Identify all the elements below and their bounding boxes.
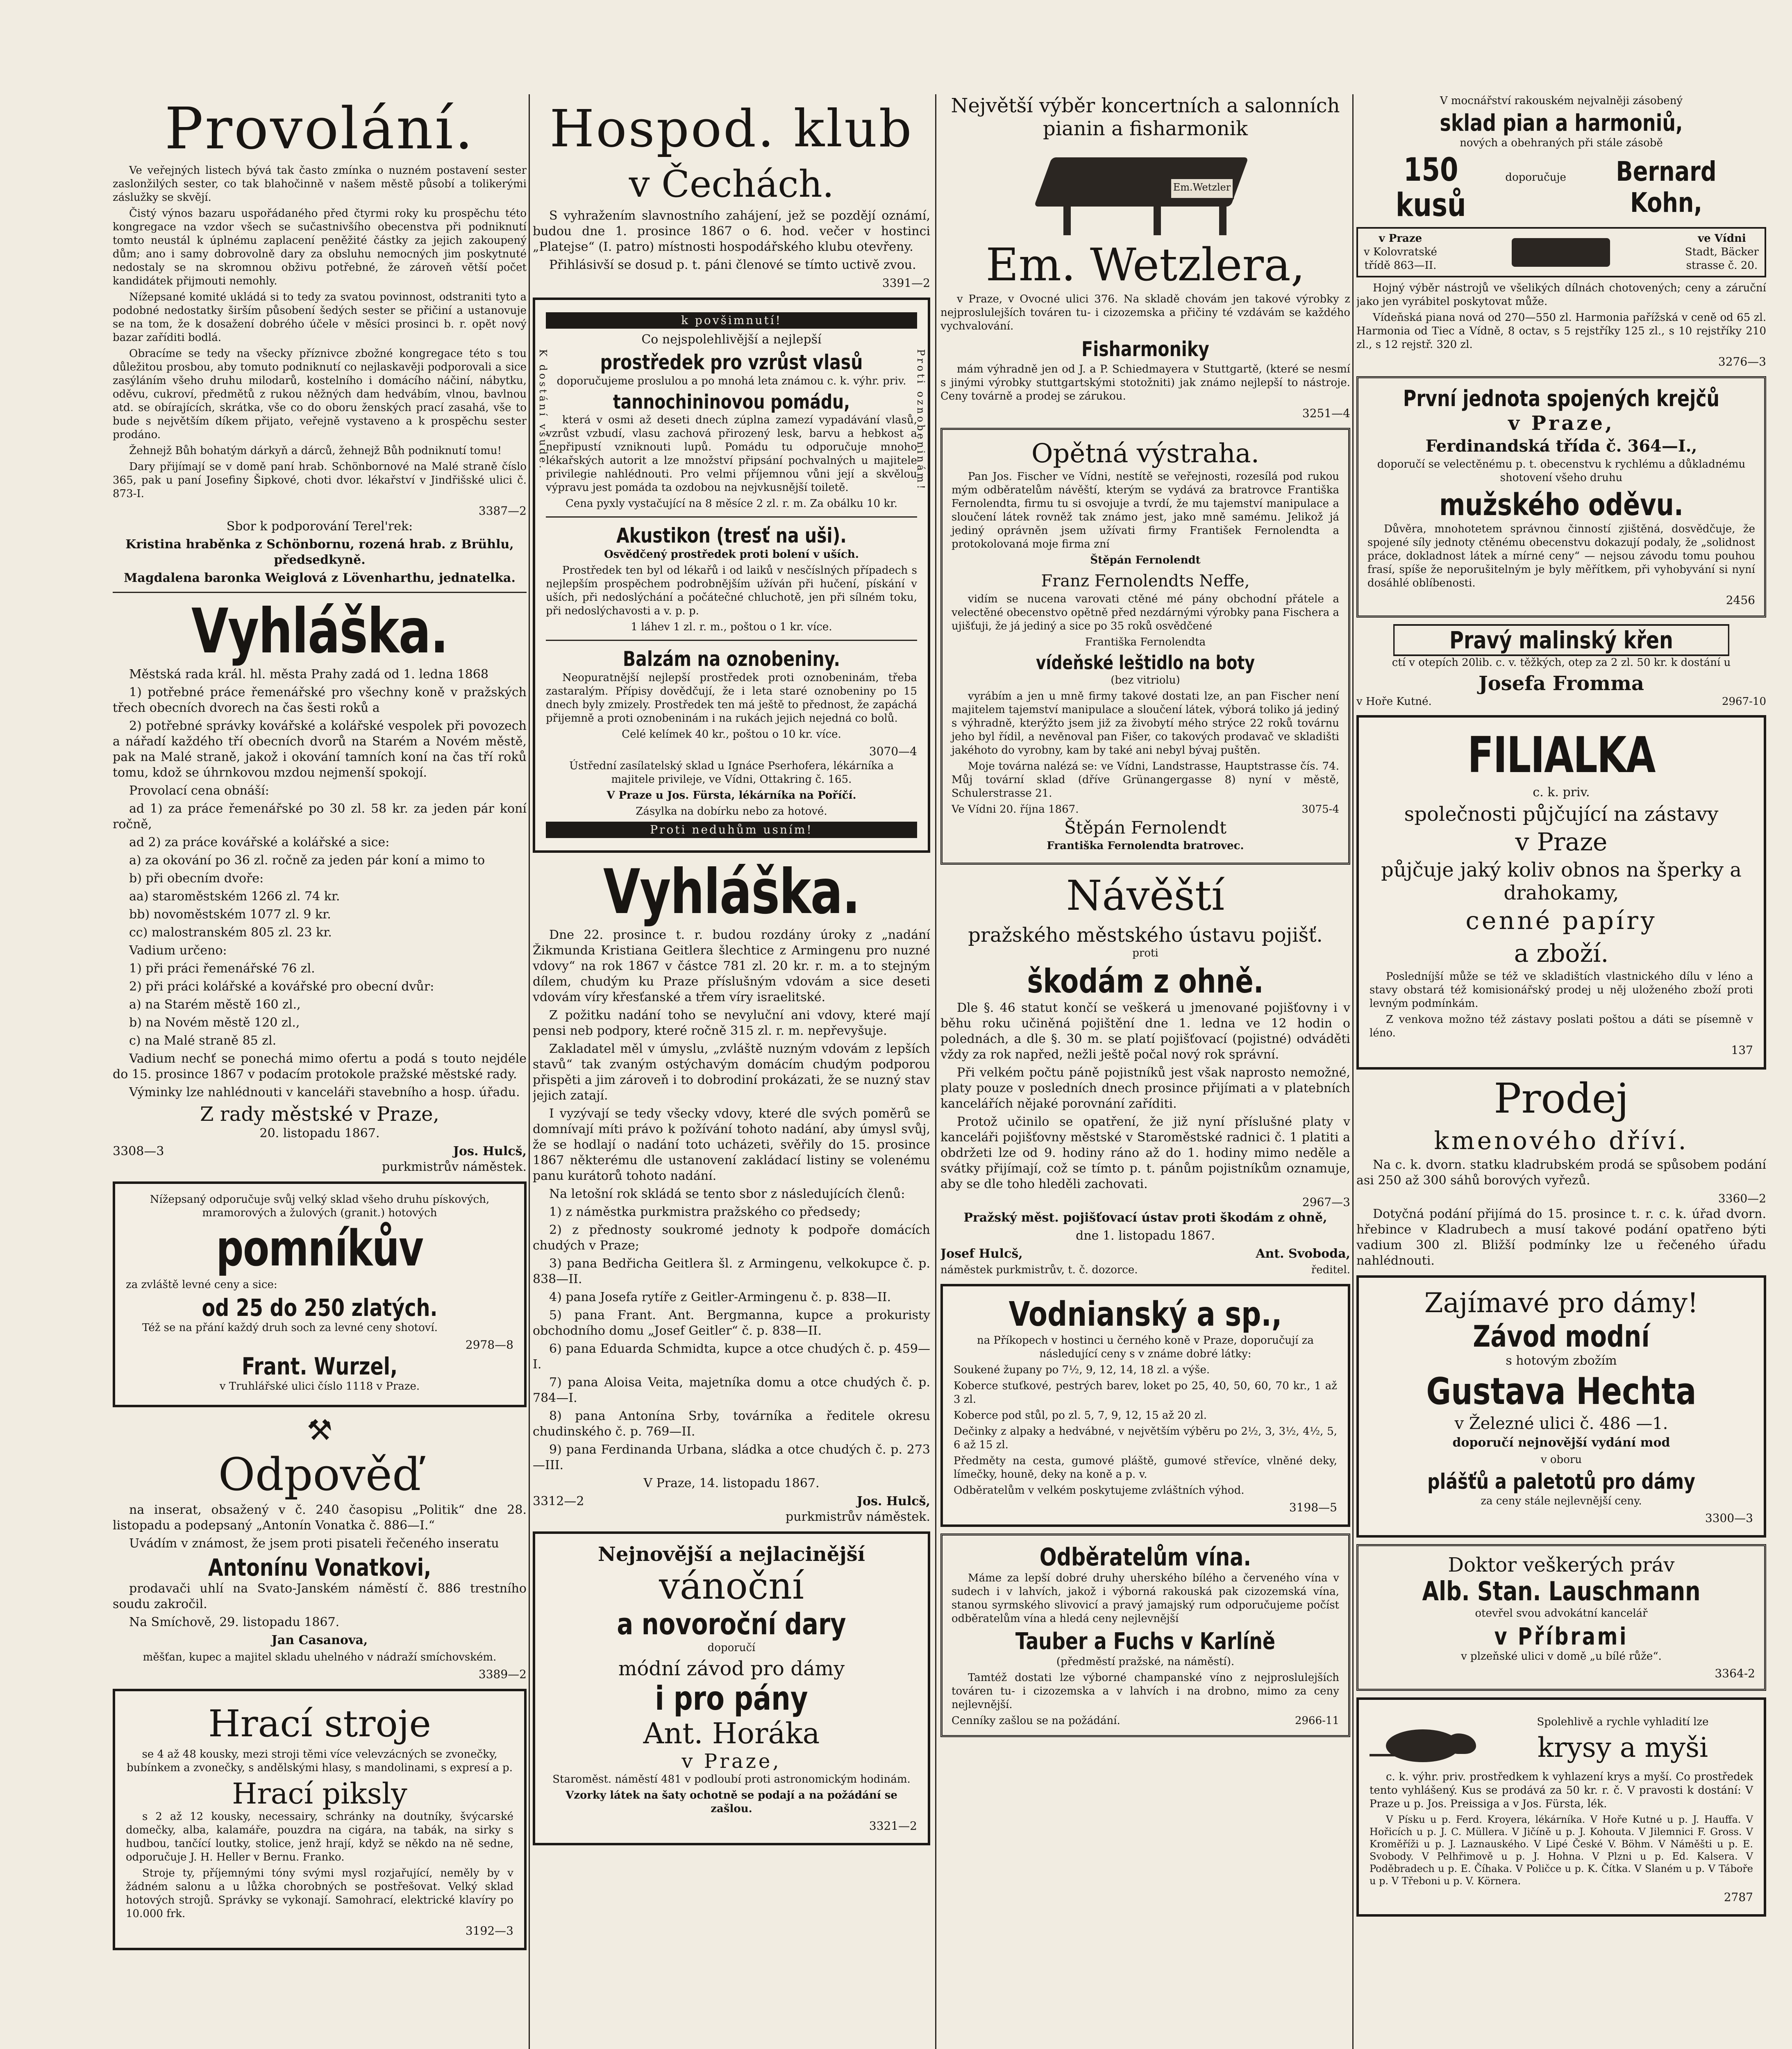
lausch-paragraph: otevřel svou advokátní kancelář	[1475, 1607, 1648, 1620]
opetna-heading: Opětná výstraha.	[1031, 438, 1260, 469]
jednota-paragraph: Důvěra, mnohotetem správnou činností zjištěná, dosvědčuje, že spojené síly jednoty ctěnému obecenstvu dokazují podaly, že „solidnost práce, dokladnost látek a mírné ceny“ — nejsou závodu tomu pouhou frasí, spíše že neporušitelným je byly měřítkem, při vyhobyvání si nyní dosáhlé oblíbenosti.	[1367, 523, 1755, 589]
krysy-ad	[1356, 1697, 1766, 1917]
ad-number: 3300—3	[1705, 1511, 1753, 1525]
jednota-city: v Praze,	[1508, 412, 1615, 435]
kohn-recommend: doporučuje	[1505, 171, 1566, 184]
kohn-address-line: v Kolovratské	[1364, 246, 1437, 258]
lauschmann-ad	[1356, 1544, 1766, 1691]
akustikon-price: 1 láhev 1 zl. r. m., poštou o 1 kr. více.	[631, 621, 832, 633]
ad-number: 2787	[1724, 1890, 1753, 1904]
dary-address: Staroměst. náměstí 481 v podloubí proti astronomickým hodinám.	[552, 1773, 911, 1785]
odber-footer-row	[952, 1714, 1339, 1728]
pomnik-intro: Nížepsaný odporučuje svůj velký sklad všeho druhu pískových, mramorových a žulových (granit.) hotových	[150, 1193, 490, 1219]
divider	[546, 640, 917, 641]
kohn-count: 150 kusů	[1395, 152, 1466, 224]
vyhlaska-item: ad 2) za práce kovářské a kolářské a sice:	[129, 835, 390, 850]
ad-number: 2456	[1726, 593, 1755, 607]
kohn-sub: nových a obehraných při stále zásobě	[1460, 137, 1663, 149]
vodniansky-heading: Vodnianský a sp.,	[1008, 1295, 1282, 1334]
jednota-big: mužského oděvu.	[1439, 487, 1683, 522]
vlasy-product: tannochininovou pomádu,	[613, 391, 850, 413]
wetzler-sub: Fisharmoniky	[1081, 337, 1209, 361]
vyhlaska-sign: Z rady městské v Praze,	[200, 1103, 439, 1126]
kohn-address-line: Stadt, Bäcker	[1685, 246, 1759, 258]
vlasy-recommend: doporučujeme proslulou a po mnohá leta známou c. k. výhr. priv.	[556, 375, 906, 387]
balzam-dobirka: Zásylka na dobírku nebo za hotové.	[636, 805, 827, 818]
ad-number: 3070—4	[869, 745, 917, 758]
dary-heading: a novoroční dary	[617, 1607, 846, 1641]
column-3	[940, 94, 1350, 2049]
vyhlaska-item: a) na Starém městě 160 zl.,	[129, 997, 301, 1012]
provolani-paragraph: Ve veřejných listech bývá tak často zmínka o nuzném postavení sester zaslonžilých sester, co tak blahočinně v našem městě působí a tolikerými záslužky se skvějí.	[113, 164, 527, 204]
hecht-name: Gustava Hechta	[1426, 1370, 1697, 1413]
kohn-address-line: ve Vídni	[1698, 232, 1746, 245]
crossed-hammers-icon: ⚒	[307, 1413, 333, 1447]
vyhlaska2-paragraph: I vyzývají se tedy všecky vdovy, které dle svých poměrů se domnívají míti právo k požívání tohoto nadání, aby úmysl svůj, že se hodlají o nadání toto ucházeti, svěřily do 15. prosince 1867 některému dle ustanovení zakládací listiny se volenému panu kurátorů tohoto nadání.	[533, 1106, 930, 1183]
odpoved-paragraph: Na Smíchově, 29. listopadu 1867.	[129, 1615, 340, 1629]
filialka-heading: FILIALKA	[1467, 727, 1655, 784]
divider	[113, 592, 527, 593]
opetna-product-sub: (bez vitriolu)	[1111, 674, 1180, 686]
ad-number: 2967—3	[1302, 1195, 1350, 1209]
filialka-line: cenné papíry	[1465, 906, 1657, 935]
odpoved-paragraph: na inserat, obsažený v č. 240 časopisu „Politik“ dne 28. listopadu a podepsaný „Antonín Vonatka č. 886—I.“	[113, 1503, 527, 1533]
vyhlaska-item: 2) potřebné správky kovářské a kolářské vespolek při povozech a nářadí každého tří obecních dvorů na Starém a Novém městě, pak na Malé straně, jakož i okování tamních koní na čas tří roků tomu, kdož se úhrnkovou mzdou nejmenší spokojí.	[113, 719, 527, 780]
club-heading: Hospod. klub	[550, 99, 913, 159]
odpoved-name: Antonínu Vonatkovi,	[208, 1554, 432, 1581]
dary-recommend: doporučí	[707, 1642, 756, 1654]
dary-shop: i pro pány	[655, 1679, 808, 1717]
hraci-subheading: Hrací piksly	[232, 1777, 407, 1810]
vyhlaska-item: cc) malostranském 805 zl. 23 kr.	[129, 925, 332, 940]
jednota-heading: První jednota spojených krejčů	[1403, 386, 1720, 411]
vodniansky-item: Koberce pod stůl, po zl. 5, 7, 9, 12, 15 až 20 zl.	[954, 1409, 1207, 1422]
pomnik-ad	[113, 1181, 527, 1407]
tauber-ad	[940, 1533, 1350, 1737]
hraci-paragraph: se 4 až 48 kousky, mezi stroji těmi více velevzácných se zvonečky, bubínkem a zvonečky, s andělskými hlasy, s mandolinami, s expresí a p.	[127, 1748, 513, 1774]
odpoved-paragraph: Uvádím v známost, že jsem proti pisateli řečeného inseratu	[129, 1536, 499, 1551]
dary-footer: Vzorky látek na šaty ochotně se podají a na požádání se zašlou.	[566, 1789, 897, 1815]
krysy-paragraph: c. k. výhr. priv. prostředkem k vyhlazení krys a myší. Co prostředek tento vyhlášený. Kus se prodává za 50 kr. r. č. V pravosti k dostání: V Praze u p. Jos. Preissiga a v Jos. Fürsta, lék.	[1370, 1771, 1753, 1810]
jednota-paragraph: doporučí se velectěnému p. t. obecenstvu k rychlému a důkladnému shotovení všeho druhu	[1377, 458, 1746, 484]
pserhofer-ad	[533, 298, 930, 853]
club-paragraph: Přihlásivší se dosud p. t. páni členové se tímto uctivě zvou.	[549, 258, 916, 272]
vyhlaska2-item: 3) pana Bedřicha Geitlera šl. z Armingenu, velkokupce č. p. 838—II.	[533, 1256, 930, 1286]
akustikon-paragraph: Prostředek ten byl od lékařů i od laiků v nesčíslných případech s nejlepším prospěchem podrobnějším užíván při hučení, pískání v uších, při nedoslýchání a počátečné chluchotě, jen při sílném toku, při nedoslýchavosti a v. p. p.	[546, 564, 917, 617]
pserhofer-bottom-bar: Proti neduhům usním!	[546, 822, 917, 838]
lausch-city: v Příbrami	[1494, 1622, 1628, 1650]
filialka-ad	[1356, 715, 1766, 1070]
vyhlaska-item: bb) novoměstském 1077 zl. 9 kr.	[129, 907, 331, 922]
pserhofer-top-bar: k povšimnutí!	[546, 312, 917, 329]
vyhlaska-heading: Vyhláška.	[191, 596, 448, 667]
hecht-heading: Závod modní	[1473, 1319, 1650, 1354]
ad-number: 2967-10	[1722, 695, 1766, 708]
piano-leg	[1219, 207, 1226, 235]
vlasy-price: Cena pyxly vystačující na 8 měsíce 2 zl. r. m. Za obálku 10 kr.	[565, 497, 898, 510]
lausch-name: Alb. Stan. Lauschmann	[1422, 1577, 1701, 1607]
balzam-praha: V Praze u Jos. Fürsta, lékárníka na Poříčí.	[606, 789, 856, 802]
filialka-city: v Praze	[1515, 828, 1608, 856]
kren-row	[1356, 695, 1766, 709]
navesti-signer: Josef Hulcš,	[940, 1247, 1023, 1261]
kohn-lead: V mocnářství rakouském nejvalněji zásobený	[1440, 95, 1683, 107]
provolani-paragraph: Čistý výnos bazaru uspořádaného před čtyrmi roky ku prospěchu této kongregace na vzdor všech se sučastnivšího obecenstva při podniknutí tomto neustál k úplnému zaplacení peněžité částky za jejich zakoupený dům; ano i samy dobrovolně dary za obsluhu nemocných jim poskytnuté nedostaly se na skromnou obživu potřebné, že zároveň větší počet kandidátek přijmouti nemohly.	[113, 207, 527, 287]
hecht-obor: v oboru	[1540, 1454, 1582, 1466]
pomnik-note: Též se na přání každý druh soch za levné ceny shotoví.	[142, 1322, 438, 1334]
kohn-addresses	[1356, 227, 1766, 277]
vyhlaska2-paragraph: Dne 22. prosince t. r. budou rozdány úroky z „nadání Žikmunda Kristiana Geitlera šlechtice z Armingenu pro nuzné vdovy“ na rok 1867 v částce 781 zl. 20 kr. r. m. a to stejným dílem, chudým ku Praze příslušným vdovám a sice deseti vdovám víry křesťanské a třem víry israelitské.	[533, 928, 930, 1004]
vodniansky-item: Soukené župany po 7½, 9, 12, 14, 18 zl. a výše.	[954, 1364, 1210, 1376]
vlasy-paragraph: která v osmi až deseti dnech zúplna zamezí vypadávání vlasů, vzrůst vzbudí, vlasu zachová přirozený lesk, barvu a hebkost a nepřipustí vzniknouti lupů. Pomádu tu odporučuje mnoho lékařských autorit a lze množství připsání pochvalných u majitele privilegie nahlédnouti. Pro velmi příjemnou vůni její a skvělou výpravu jest pomáda ta ozdobou na nejvkusnější toiletě.	[546, 414, 917, 494]
navesti-paragraph: Protož učinilo se opatření, že již nyní příslušné platy v kanceláři pojišťovny městské v Staroměstské radnici č. 1 platiti a obdržeti lze od 9. hodiny ráno až do 1. hodiny mimo neděle a svátky přijímají, což se tímto p. t. pánům pojistníkům oznamuje, aby se dle toho hleděli zachovati.	[940, 1115, 1350, 1191]
vyhlaska2-item: 9) pana Ferdinanda Urbana, sládka a otce chudých č. p. 273—III.	[533, 1442, 930, 1472]
column-rule	[1352, 94, 1354, 2049]
odpoved-signature: Jan Casanova,	[271, 1633, 368, 1647]
kren-name: Josefa Fromma	[1479, 672, 1644, 695]
krysy-paragraph: V Písku u p. Ferd. Kroyera, lékárníka. V Hoře Kutné u p. J. Hauffa. V Hořicích u p. J. C. Müllera. V Jičíně u p. J. Kohouta. V Jilemnici F. Gross. V Kroměříži u p. J. Laznauského. V Lipé České V. Böhm. V Náměšti u p. E. Svobody. V Pelhřimově u p. J. Hohna. V Plzni u p. Ed. Kalsera. V Poděbradech u p. E. Číhaka. V Poličce u p. K. Čítka. V Slaném u p. V Táboře u p. V Třeboni u p. V. Körnera.	[1370, 1814, 1753, 1887]
vodniansky-item: Odběratelům v velkém poskytujeme zvláštních výhod.	[954, 1484, 1245, 1497]
navesti-signer: Ant. Svoboda,	[1256, 1247, 1350, 1261]
opetna-paragraph: vidím se nucena varovati ctěné mé pány obchodní přátele a velectěné obecenstvo opětně před nezdárnými výrobky pana Fischera a ujišťuji, že já jediný a sice po 35 roků osvědčené	[952, 593, 1339, 632]
krysy-heading: krysy a myši	[1537, 1731, 1708, 1763]
balzam-price: Celé kelímek 40 kr., poštou o 10 kr. více.	[622, 728, 841, 741]
provolani-committee: Sbor k podporování Terel'rek:	[226, 519, 413, 534]
provolani-paragraph: Dary přijímají se v domě paní hrab. Schönbornové na Malé straně číslo 365, pak u paní Josefiny Šipkové, choti dvor. lékařství v Jindřišské ulici č. 873-I.	[113, 461, 527, 500]
dary-lead: Nejnovější a nejlacinější	[598, 1543, 865, 1566]
odpoved-heading: Odpověď	[218, 1448, 421, 1501]
provolani-paragraph: Žehnejž Bůh bohatým dárkyň a dárců, žehnejž Bůh podniknutí tomu!	[129, 445, 502, 457]
opetna-paragraph: vyrábím a jen u mně firmy takové dostati lze, an pan Fischer není majitelem tajemství manipulace a sloučení látek, výborá toliko já jediný s výhradně, kterýžto jsem již za živobytí mého strýce 22 roků továrnu jeho byl řídil, a nevěnoval pan Fišer, co takových prodavač ve skladišti jakéhoto do vyrobny, kam by také ani nebyl bývaj puštěn.	[952, 690, 1339, 756]
hraci-heading: Hrací stroje	[208, 1702, 431, 1745]
vyhlaska2-paragraph: Na letošní rok skládá se tento sbor z následujících členů:	[549, 1187, 905, 1201]
hecht-sub: s hotovým zbožím	[1506, 1354, 1617, 1368]
side-text: K dostání všude.	[537, 349, 549, 471]
opetna-product-lead: Františka Fernolendta	[1085, 636, 1206, 648]
filialka-sub: společnosti půjčující na zástavy	[1404, 803, 1719, 826]
opetna-date-row	[952, 803, 1339, 816]
vyhlaska-item: b) při obecním dvoře:	[129, 871, 264, 886]
krysy-lead: Spolehlivě a rychle vyhladití lze	[1537, 1715, 1709, 1728]
kohn-address-line: strasse č. 20.	[1686, 259, 1758, 272]
ad-number: 137	[1731, 1043, 1753, 1057]
prodej-sub: kmenového dříví.	[1434, 1127, 1689, 1155]
balzam-paragraph: Neopuratnější nejlepší prostředek proti oznobeninám, třeba zastaralým. Přípisy dovědčují, že i leta staré oznobeniny po 15 dnech byly zmizely. Prostředek ten má ještě to přednost, že zapáchá přijemně a proti oznobeninám i na rukách jejich nejedná co bolů.	[546, 672, 917, 725]
akustikon-sub: Osvědčený prostředek proti bolení v uších.	[604, 548, 859, 561]
kohn-big-row	[1356, 152, 1766, 223]
piano-icon	[1512, 238, 1610, 267]
vyhlaska-item: aa) staroměstském 1266 zl. 74 kr.	[129, 889, 340, 904]
vyhlaska2-paragraph: Z požitku nadání toho se nevyluční ani vdovy, které mají pensi neb podpory, které ročně 315 zl. r. m. nepřevyšuje.	[533, 1008, 930, 1038]
hecht-lead: Zajímavé pro dámy!	[1424, 1287, 1699, 1319]
piano-leg	[1154, 207, 1161, 235]
column-rule	[935, 94, 936, 2049]
kren-address: v Hoře Kutné.	[1356, 695, 1432, 708]
odber-paragraph: Máme za lepší dobré druhy uherského bílého a červeného vína v sudech i v lahvích, jakož i výborná rakouská pak cizozemská vína, stanou syrmského slivovicí a pravý jamajský rum odporučujeme počíst odběratelům vína a hledá ceny nejlevnější	[952, 1572, 1339, 1625]
piano-plate: Em.Wetzler	[1170, 178, 1234, 199]
navesti-heading: Návěští	[1066, 872, 1225, 920]
vyhlaska-intro: Městská rada král. hl. města Prahy zadá od 1. ledna 1868	[129, 667, 489, 681]
odpoved-signature-role: měšťan, kupec a majitel skladu uhelného v nádraží smíchovském.	[143, 1651, 497, 1663]
kohn-address-line: třídě 863—II.	[1364, 259, 1437, 272]
vyhlaska2-item: 5) pana Frant. Ant. Bergmanna, kupce a prokuristy obchodního domu „Josef Geitler“ č. p. 838—II.	[533, 1308, 930, 1338]
akustikon-heading: Akustikon (tresť na uši).	[616, 524, 847, 547]
ad-number: 3251—4	[1302, 407, 1350, 420]
wetzler-heading: Em. Wetzlera,	[986, 239, 1305, 291]
ad-number: 3198—5	[1289, 1501, 1337, 1514]
hraci-paragraph: s 2 až 12 kousky, necessairy, schránky na doutníky, švýcarské domečky, alba, kalamáře, pouzdra na cigára, na tabák, na sirky s hudbou, tančící loutky, stolice, jenž hrají, když se někdo na ně sedne, odporučuje J. H. Heller v Bernu. Franko.	[126, 1810, 513, 1863]
opetna-product: vídeňské leštidlo na boty	[1036, 652, 1255, 674]
hraci-ad	[113, 1689, 527, 1950]
opetna-signature: Štěpán Fernolendt	[1064, 818, 1227, 838]
ad-number: 3276—3	[1718, 355, 1766, 368]
dary-name: Ant. Horáka	[643, 1717, 820, 1750]
vyhlaska-item: Vadium určeno:	[129, 943, 227, 958]
vyhlaska-signer: Jos. Hulcš,	[453, 1144, 527, 1159]
pomnik-name: Frant. Wurzel,	[241, 1352, 398, 1380]
ad-number: 3321—2	[869, 1819, 917, 1833]
opetna-name: Štěpán Fernolendt	[1090, 554, 1201, 566]
vyhlaska-item: Vadium nechť se ponechá mimo ofertu a podá s touto nejdéle do 15. prosince 1867 v podacím protokole pražské městské rady.	[113, 1052, 527, 1081]
filialka-paragraph: Z venkova možno též zástavy poslati poštou a dáti se písemně v léno.	[1370, 1013, 1753, 1039]
provolani-signature: Kristina hraběnka z Schönbornu, rozená hrab. z Brühlu, předsedkyně.	[125, 537, 514, 567]
wetzler-paragraph: v Praze, v Ovocné ulici 376. Na skladě chovám jen takové výrobky z nejproslulejších továren tu- i cizozemska a přičiny té vzdávám se každého vychvalování.	[940, 293, 1350, 332]
vyhlaska2-signer: Jos. Hulcš,	[856, 1494, 930, 1508]
ad-number: 3192—3	[465, 1924, 513, 1938]
column-rule	[529, 94, 530, 2049]
vyhlaska-item: 1) potřebné práce řemenářské pro všechny koně v pražských třech obecních dvorech na čas šesti roků a	[113, 685, 527, 715]
dary-heading: vánoční	[659, 1565, 804, 1608]
navesti-signature-row	[940, 1246, 1350, 1277]
vodniansky-ad	[940, 1284, 1350, 1527]
pomnik-price: od 25 do 250 zlatých.	[202, 1294, 438, 1322]
lausch-lead: Doktor veškerých práv	[1448, 1554, 1675, 1577]
vyhlaska-item: 1) při práci řemenářské 76 zl.	[129, 961, 315, 976]
navesti-big: škodám z ohně.	[1027, 962, 1264, 1000]
ad-number: 3387—2	[478, 504, 527, 518]
ad-number: 3364-2	[1715, 1667, 1755, 1680]
filialka-paragraph: Posledníjší může se též ve skladištích vlastnického dílu v léno a stavy obstará též komisionářský prodej u něj uloženého zboží proti levným podmínkám.	[1370, 970, 1753, 1010]
filialka-line: půjčuje jaký koliv obnos na šperky a drahokamy,	[1381, 859, 1742, 904]
vyhlaska2-item: 8) pana Antonína Srby, továrníka a ředitele okresu chudinského č. p. 769—II.	[533, 1409, 930, 1439]
vyhlaska-date: 20. listopadu 1867.	[259, 1126, 380, 1140]
opetna-paragraph: Moje továrna nalézá se: ve Vídni, Landstrasse, Hauptstrasse čís. 74. Můj tovární sklad (dříve Grünangergasse 8) nyní v městě, Schulerstrasse 21.	[952, 760, 1339, 800]
vyhlaska2-item: 7) pana Aloisa Veita, majetníka domu a otce chudých č. p. 784—I.	[533, 1375, 930, 1405]
vyhlaska-item: 2) při práci kolářské a kovářské pro obecní dvůr:	[129, 979, 434, 994]
vodniansky-item: Dečinky z alpaky a hedvábné, v největším výběru po 2½, 3, 3½, 4½, 5, 6 až 15 zl.	[954, 1425, 1337, 1451]
prodej-heading: Prodej	[1494, 1074, 1629, 1122]
balzam-shop: Ústřední zasílatelský sklad u Ignáce Pserhofera, lékárníka a majitele privileje, ve Vídni, Ottakring č. 165.	[569, 760, 894, 786]
column-4	[1356, 94, 1766, 2049]
vyhlaska2-paragraph: Zakladatel měl v úmyslu, „zvláště nuzným vdovám z lepších stavů“ tak zvaným ostýchavým domácím chudým podporou přispěti a jim zároveň i to dobrodiní prokázati, že se nuzný stav jejich zatají.	[533, 1042, 930, 1103]
prodej-paragraph: Dotyčná podání přijímá do 15. prosince t. r. c. k. úřad dvorn. hřebince v Kladrubech a musí takové podání opatřeno býti vadium 300 zl. Bližší podmínky lze u řečeného úřadu nahlédnouti.	[1356, 1207, 1766, 1268]
jednota-address: Ferdinandská třída č. 364—I.,	[1425, 436, 1697, 456]
kohn-paragraph: Hojný výběr nástrojů ve všelikých dílnách chotovených; ceny a záruční jako jen vyrábitel poskytovat může.	[1356, 282, 1766, 308]
club-paragraph: S vyhražením slavnostního zahájení, jež se pozdějí oznámí, budou dne 1. prosince 1867 o 6. hod. večer v hostinci „Platejse“ (I. patro) místnosti hospodářského klubu otevřeny.	[533, 209, 930, 254]
dary-shop: módní závod pro dámy	[618, 1657, 845, 1680]
vyhlaska-item: c) na Malé straně 85 zl.	[129, 1034, 277, 1048]
prodej-paragraph: Na c. k. dvorn. statku kladrubském prodá se spůsobem podání asi 250 až 300 sáhů borových vyřezů.	[1356, 1158, 1766, 1188]
provolani-paragraph: Nížepsané komité ukládá si to tedy za svatou povinnost, odstraniti tyto a podobné nedostatky širším působení šedých sester se přičiní a ustanovuje se na tom, že k dosažení dobrého účele v měsíci prosinci b. r. opět nový bazar zaříditi bodlá.	[113, 291, 527, 344]
vyhlaska-signature-row	[113, 1144, 527, 1175]
grand-piano-illustration	[1031, 145, 1260, 235]
piano-heading: Největší výběr koncertních a salonních pianin a fisharmonik	[951, 94, 1340, 140]
vyhlaska-item: ad 1) za práce řemenářské po 30 zl. 58 kr. za jeden pár koní ročně,	[113, 802, 527, 831]
ad-number: 2978—8	[465, 1338, 513, 1352]
opetna-date: Ve Vídni 20. října 1867.	[952, 803, 1079, 816]
vodniansky-paragraph: na Příkopech v hostinci u černého koně v Praze, doporučují za následující ceny s v známe dobré látky:	[977, 1334, 1314, 1360]
dary-city: v Praze,	[681, 1750, 781, 1773]
odber-name: Tauber a Fuchs v Karlíně	[1015, 1628, 1276, 1655]
navesti-paragraph: Dle §. 46 statut končí se veškerá u jmenované pojišťovny i v běhu roku učiněná pojištění dne 1. ledna ve 12 hodin o polednách, a dle §. 30 m. se platí pojišťovací (pojistné) odváděti vždy za rok napřed, nežli ještě počal nový rok správní.	[940, 1001, 1350, 1062]
piano-leg	[1063, 207, 1071, 235]
vyhlaska2-item: 2) z přednosty soukromé jednoty k podpoře domácích chudých v Praze;	[533, 1223, 930, 1253]
side-text: Proti oznobeninám!	[915, 349, 927, 491]
provolani-paragraph: Obracíme se tedy na všecky příznivce zbožné kongregace této s tou důležitou prosbou, aby tomuto podniknutí co nejlaskavěji podporovali a sice zasýláním všeho druhu milodarů, kostelního i domácího náčiní, nábytku, oděvu, cukroví, předmětů z rukou něžných dam hedvábím, vlnou, bavlnou atd. se obírajících, skrátka, vše co do oboru ženských prací zasahá, vše to bude s největším díkem přijato, veřejně vystaveno a k prospěchu sester prodáno.	[113, 348, 527, 441]
pomnik-price-lead: za zvláště levné ceny a sice:	[126, 1279, 277, 1291]
opetna-paragraph: Pan Jos. Fischer ve Vídni, nestítě se veřejnosti, rozesílá pod rukou mým odběratelům návěští, kterým se vydává za bratrovce Františka Fernolendta, firmu tu si osvojuje a tvrdí, že mu tajemství manipulace a sloučení látek rovněž tak známo jest, jako mně samému. Jelikož já jediný oprávněn jsem užívati firmy František Fernolendta a protokolovaná moje firma zní	[952, 470, 1339, 550]
kohn-address-line: v Praze	[1379, 232, 1422, 245]
hecht-paragraph: za ceny stále nejlevnější ceny.	[1481, 1495, 1642, 1507]
hecht-address: v Železné ulici č. 486 —1.	[1454, 1414, 1668, 1433]
vyhlaska-item: Výminky lze nahlédnouti v kanceláři stavebního a hosp. úřadu.	[129, 1085, 520, 1099]
kohn-name: Bernard Kohn,	[1616, 156, 1717, 218]
navesti-signer-role: ředitel.	[1311, 1264, 1350, 1276]
kohn-heading: sklad pian a harmoniů,	[1440, 110, 1683, 136]
odber-heading: Odběratelům vína.	[1039, 1543, 1251, 1572]
vyhlaska2-item: 1) z náměstka purkmistra pražského co předsedy;	[549, 1205, 861, 1219]
vlasy-heading: prostředek pro vzrůst vlasů	[600, 350, 863, 374]
fernolendt-ad	[940, 428, 1350, 865]
hecht-product: plášťů a paletotů pro dámy	[1427, 1470, 1695, 1494]
vyhlaska2-item: 4) pana Josefa rytíře z Geitler-Armingenu č. p. 838—II.	[549, 1290, 891, 1304]
provolani-heading: Provolání.	[164, 95, 475, 162]
wetzler-paragraph: mám výhradně jen od J. a P. Schiedmayera v Stuttgartě, (které se nesmí s jinými výrobky stuttgartskými stotožniti) jak známo nejlepší to nástroje. Ceny továrně a prodej se zárukou.	[940, 363, 1350, 402]
odber-sub: (předměstí pražské, na náměstí).	[1056, 1656, 1235, 1668]
ad-number: 3389—2	[478, 1667, 527, 1681]
club-subheading: v Čechách.	[629, 163, 834, 206]
divider	[546, 516, 917, 518]
navesti-date: dne 1. listopadu 1867.	[1076, 1229, 1215, 1243]
vlasy-lead: Co nejspolehlivější a nejlepší	[641, 332, 822, 347]
pomnik-address: v Truhlářské ulici číslo 1118 v Praze.	[219, 1380, 420, 1393]
vyhlaska2-signature-row	[533, 1494, 930, 1525]
vyhlaska-item: a) za okování po 36 zl. ročně za jeden pár koní a mimo to	[129, 853, 485, 868]
navesti-proti: proti	[1132, 947, 1158, 959]
provolani-signature: Magdalena baronka Weiglová z Lövenharthu, jednatelka.	[124, 571, 516, 585]
vodniansky-item: Předměty na cesta, gumové pláště, gumové střevíce, vlněné deky, límečky, houně, deky na koně a p. v.	[954, 1455, 1337, 1481]
vyhlaska2-item: 6) pana Eduarda Schmidta, kupce a otce chudých č. p. 459—I.	[533, 1342, 930, 1372]
krysy-title-block	[1492, 1715, 1753, 1764]
odber-footer: Cenníky zašlou se na požádání.	[952, 1715, 1120, 1727]
navesti-institution: Pražský měst. pojišťovací ústav proti škodám z ohně,	[963, 1211, 1327, 1225]
filialka-line: a zboží.	[1514, 939, 1609, 968]
odpoved-paragraph: prodavači uhlí na Svato-Janském náměstí č. 886 trestního soudu zakročil.	[113, 1581, 527, 1611]
kohn-address-vienna	[1685, 232, 1759, 273]
kohn-paragraph: Vídeňská piana nová od 270—550 zl. Harmonia pařížská v ceně od 65 zl. Harmonia od Tiec a Vídně, 8 octav, s 5 rejstříky 125 zl., s 10 rejstříky 210 zl., s 12 rejstř. 320 zl.	[1356, 311, 1766, 351]
hecht-recommend: doporučí nejnovější vydání mod	[1452, 1436, 1670, 1450]
horak-ad	[533, 1531, 930, 1845]
ad-number: 3075-4	[1301, 803, 1339, 816]
vodniansky-item: Koberce stuťkové, pestrých barev, loket po 25, 40, 50, 60, 70 kr., 1 až 3 zl.	[954, 1380, 1337, 1406]
ad-number: 3360—2	[1718, 1192, 1766, 1205]
kren-paragraph: ctí v otepích 20lib. c. v. těžkých, otep za 2 zl. 50 kr. k dostání u	[1392, 656, 1731, 669]
vyhlaska-item: b) na Novém městě 120 zl.,	[129, 1015, 300, 1030]
rat-icon	[1370, 1709, 1492, 1770]
vyhlaska-item: Provolací cena obnáší:	[129, 784, 269, 798]
opetna-signature-role: Františka Fernolendta bratrovec.	[1047, 840, 1244, 852]
vyhlaska-role: purkmistrův náměstek.	[382, 1160, 527, 1174]
vyhlaska2-date: V Praze, 14. listopadu 1867.	[643, 1476, 820, 1490]
kren-heading: Pravý malinský křen	[1393, 624, 1729, 656]
column-2	[533, 94, 930, 2049]
ad-number: 2966-11	[1295, 1715, 1339, 1727]
navesti-signer-role: náměstek purkmistrův, t. č. dozorce.	[940, 1264, 1138, 1276]
odber-paragraph: Tamtéž dostati lze výborné champanské víno z nejproslulejších továren tu- i cizozemska a v lahvích i na drobno, mimo za ceny nejlevnější.	[952, 1672, 1339, 1711]
hecht-ad	[1356, 1275, 1766, 1538]
ad-number: 3312—2	[533, 1494, 584, 1508]
column-1	[113, 94, 527, 2049]
navesti-paragraph: Při velkém počtu páně pojistníků jest však naprosto nemožné, platy pouze v posledních dnech prosince přijímati a v platebních kancelářích nějaké porovnání zaříditi.	[940, 1065, 1350, 1111]
pomnik-heading: pomníkův	[216, 1220, 423, 1277]
ad-number: 3308—3	[113, 1144, 164, 1159]
filialka-sub: c. k. priv.	[1533, 785, 1590, 800]
vyhlaska2-heading: Vyhláška.	[603, 856, 860, 928]
hraci-paragraph: Stroje ty, příjemnými tóny svými mysl rozjařující, neměly by v žádném salonu a u lůžka chorobných se postřešovat. Velký sklad hotových strojů. Správky se vykonají. Samohrací, elektrické klavíry po 10.000 frk.	[126, 1867, 513, 1920]
lausch-address: v plzeňské ulici v domě „u bílé růže“.	[1461, 1650, 1662, 1663]
krysy-header	[1370, 1709, 1753, 1770]
vyhlaska2-role: purkmistrův náměstek.	[785, 1510, 930, 1524]
balzam-heading: Balzám na oznobeniny.	[622, 647, 840, 671]
opetna-sub: Franz Fernolendts Neffe,	[1041, 572, 1250, 591]
navesti-sub: pražského městského ústavu pojišť.	[968, 924, 1323, 947]
ad-number: 3391—2	[882, 276, 930, 290]
jednota-ad	[1356, 376, 1766, 618]
kohn-address-prague	[1364, 232, 1437, 273]
